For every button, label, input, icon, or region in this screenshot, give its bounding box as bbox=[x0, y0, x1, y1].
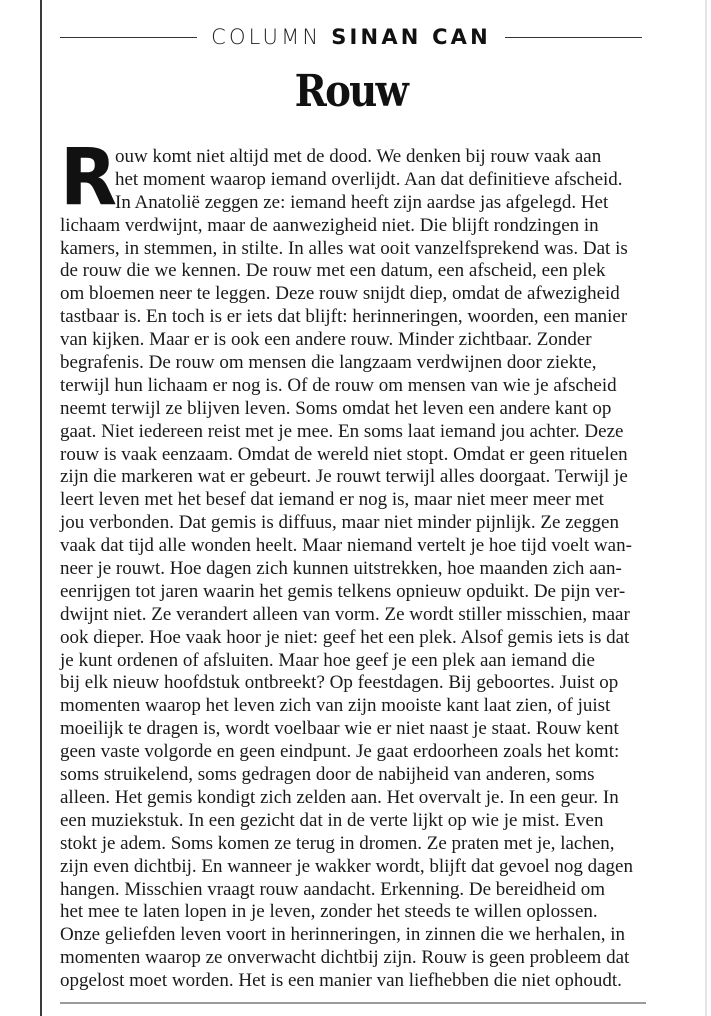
column-label bbox=[211, 24, 491, 50]
article-line: neemt terwijl ze blijven leven. Soms omdat het leven een andere kant op bbox=[60, 397, 612, 419]
article-line: In Anatolië zeggen ze: iemand heeft zijn aardse jas afgelegd. Het bbox=[115, 191, 609, 213]
article-line: momenten waarop ze onverwacht dichtbij zijn. Rouw is geen probleem dat bbox=[60, 947, 630, 969]
article-title-wrapper bbox=[60, 66, 642, 118]
article-line: ouw komt niet altijd met de dood. We denken bij rouw vaak aan bbox=[115, 146, 602, 167]
article-line: Onze geliefden leven voort in herinneringen, in zinnen die we herhalen, in bbox=[60, 924, 626, 946]
article-body bbox=[60, 133, 650, 993]
article-line: gaat. Niet iedereen reist met je mee. En soms laat iemand jou achter. Deze bbox=[60, 420, 624, 442]
page-left-border bbox=[40, 0, 42, 1016]
article-line: begrafenis. De rouw om mensen die langzaam verdwijnen door ziekte, bbox=[60, 352, 597, 374]
article-line: lichaam verdwijnt, maar de aanwezigheid niet. Die blijft rondzingen in bbox=[60, 214, 599, 236]
article-line: van kijken. Maar er is ook een andere rouw. Minder zichtbaar. Zonder bbox=[60, 329, 592, 351]
article-line: jou verbonden. Dat gemis is diffuus, maar niet minder pijnlijk. Ze zeggen bbox=[60, 512, 619, 534]
article-line: het mee te laten lopen in je leven, zonder het steeds te willen oplossen. bbox=[60, 901, 598, 923]
bottom-rule bbox=[60, 1002, 646, 1004]
article-title: Rouw bbox=[294, 66, 408, 117]
article-line: stokt je adem. Soms komen ze terug in dromen. Ze praten met je, lachen, bbox=[60, 832, 615, 854]
article-line: ook dieper. Hoe vaak hoor je niet: geef het een plek. Alsof gemis iets is dat bbox=[60, 626, 630, 648]
article-line: kamers, in stemmen, in stilte. In alles wat ooit vanzelfsprekend was. Dat is bbox=[60, 237, 628, 259]
article-line: de rouw die we kennen. De rouw met een datum, een afscheid, een plek bbox=[60, 260, 606, 282]
article-line: eenrijgen tot jaren waarin het gemis telkens opnieuw opduikt. De pijn ver- bbox=[60, 580, 626, 602]
article-line: zijn even dichtbij. En wanneer je wakker wordt, blijft dat gevoel nog dagen bbox=[60, 855, 633, 877]
column-author: SINAN CAN bbox=[331, 25, 491, 49]
article-lines bbox=[60, 133, 650, 993]
article-line: om bloemen neer te leggen. Deze rouw snijdt diep, omdat de afwezigheid bbox=[60, 283, 620, 305]
article-line: het moment waarop iemand overlijdt. Aan dat definitieve afscheid. bbox=[115, 168, 623, 190]
article-line: opgelost moet worden. Het is een manier van liefhebben die niet ophoudt. bbox=[60, 970, 622, 992]
header-rule-right bbox=[505, 37, 642, 38]
article-line: hangen. Misschien vraagt rouw aandacht. Erkenning. De bereidheid om bbox=[60, 878, 606, 900]
article-line: vaak dat tijd alle wonden heelt. Maar niemand vertelt je hoe tijd voelt wan- bbox=[60, 535, 632, 557]
article-line: neer je rouwt. Hoe dagen zich kunnen uitstrekken, hoe maanden zich aan- bbox=[60, 558, 622, 580]
column-header bbox=[60, 24, 642, 50]
article-line: momenten waarop het leven zich van zijn mooiste kant laat zien, of juist bbox=[60, 695, 611, 717]
article-line: je kunt ordenen of afsluiten. Maar hoe geef je een plek aan iemand die bbox=[60, 649, 595, 671]
page-right-border bbox=[705, 0, 707, 1016]
article-line: zijn die markeren wat er gebeurt. Je rouwt terwijl alles doorgaat. Terwijl je bbox=[60, 466, 628, 488]
article-line: geen vaste volgorde en geen eindpunt. Je gaat erdoorheen zoals het komt: bbox=[60, 741, 620, 763]
article-line: leert leven met het besef dat iemand er nog is, maar niet meer meer met bbox=[60, 489, 604, 511]
article-line: moeilijk te dragen is, wordt voelbaar wie er niet naast je staat. Rouw kent bbox=[60, 718, 619, 740]
column-prefix: COLUMN bbox=[211, 25, 322, 49]
article-line: tastbaar is. En toch is er iets dat blijft: herinneringen, woorden, een manier bbox=[60, 306, 628, 328]
drop-cap: R bbox=[60, 133, 118, 223]
article-line: dwijnt niet. Ze verandert alleen van vorm. Ze wordt stiller misschien, maar bbox=[60, 603, 630, 625]
article-line: terwijl hun lichaam er nog is. Of de rouw om mensen van wie je afscheid bbox=[60, 374, 617, 396]
article-line: bij elk nieuw hoofdstuk ontbreekt? Op feestdagen. Bij geboortes. Juist op bbox=[60, 672, 619, 694]
article-line: een muziekstuk. In een gezicht dat in de verte lijkt op wie je mist. Even bbox=[60, 809, 604, 831]
article-line: rouw is vaak eenzaam. Omdat de wereld niet stopt. Omdat er geen rituelen bbox=[60, 443, 628, 465]
article-line: alleen. Het gemis kondigt zich zelden aan. Het overvalt je. In een geur. In bbox=[60, 786, 619, 808]
header-rule-left bbox=[60, 37, 197, 38]
article-line: soms struikelend, soms gedragen door de nabijheid van anderen, soms bbox=[60, 764, 595, 786]
